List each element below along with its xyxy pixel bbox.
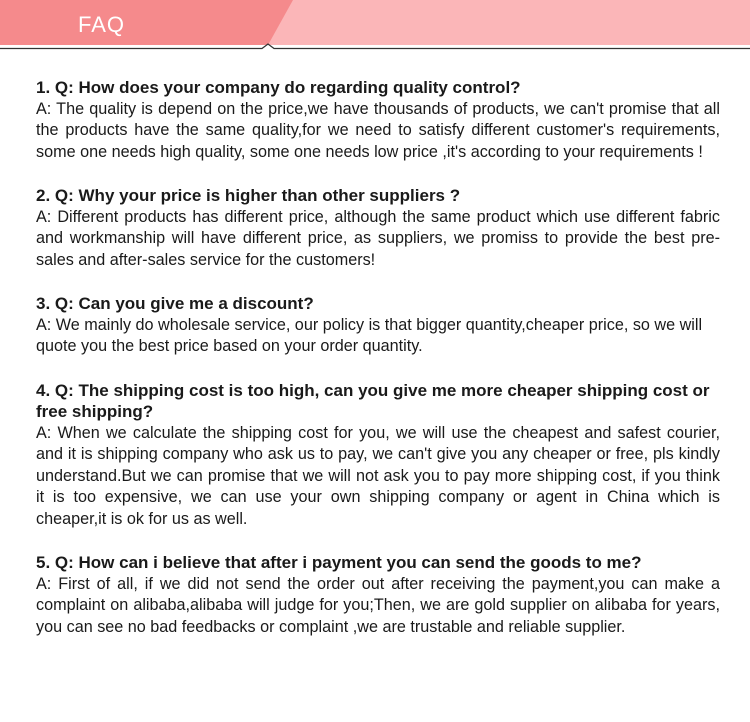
faq-item-2: [36, 185, 720, 271]
faq-answer: A: Different products has different price, although the same product which use different fabric and workmanship will have different price, as suppliers, we promiss to provide the best pre-sales and after-sales service for the customers!: [36, 207, 720, 269]
faq-item-4: [36, 380, 720, 531]
faq-item-5: [36, 552, 720, 638]
faq-item-3: [36, 293, 720, 358]
page-title: FAQ: [78, 12, 126, 37]
banner-title-tab: [0, 0, 293, 45]
faq-answer: A: When we calculate the shipping cost for you, we will use the cheapest and safest courier, and it is shipping company who ask us to pay, we can't give you any cheaper or free, pls kindly understand.But we can promise that we will not ask you to pay more shipping cost, if you think it is too expensive, we can use your own shipping company or agent in China which is cheaper,it is ok for us as well.: [36, 423, 720, 528]
faq-question: 5. Q: How can i believe that after i payment you can send the goods to me?: [36, 553, 642, 572]
faq-item-1: [36, 77, 720, 163]
faq-answer: A: We mainly do wholesale service, our policy is that bigger quantity,cheaper price, so we will quote you the best price based on your order quantity.: [36, 315, 703, 355]
faq-list: [36, 77, 720, 660]
faq-question: 3. Q: Can you give me a discount?: [36, 294, 314, 313]
faq-question: 2. Q: Why your price is higher than other suppliers ?: [36, 186, 461, 205]
faq-question: 4. Q: The shipping cost is too high, can you give me more cheaper shipping cost or free shipping?: [36, 380, 710, 421]
faq-question: 1. Q: How does your company do regarding quality control?: [36, 78, 521, 97]
faq-answer: A: The quality is depend on the price,we have thousands of products, we can't promise that all the products have the same quality,for we need to satisfy different customer's requirements, some one needs high quality, some one needs low price ,it's according to your requirements !: [36, 99, 720, 161]
faq-banner: [0, 0, 750, 50]
faq-answer: A: First of all, if we did not send the order out after receiving the payment,you can make a complaint on alibaba,alibaba will judge for you;Then, we are gold supplier on alibaba for years, you can see no bad feedbacks or complaint ,we are trustable and reliable supplier.: [36, 574, 720, 636]
